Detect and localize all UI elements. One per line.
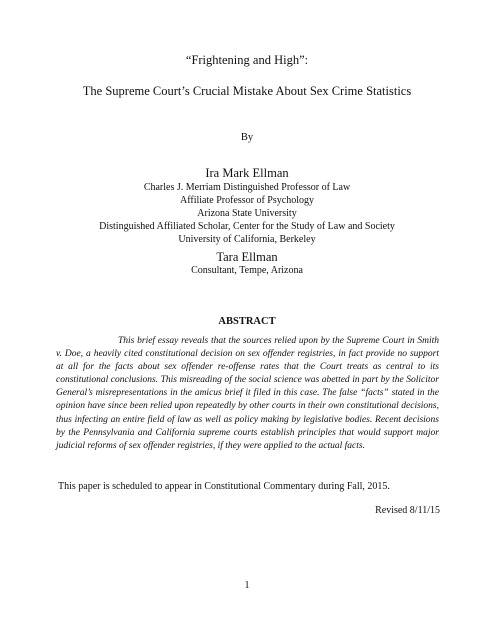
- author-name-1: Ira Mark Ellman: [205, 166, 289, 180]
- abstract-heading: ABSTRACT: [218, 316, 276, 327]
- affiliation-line: Arizona State University: [197, 208, 297, 219]
- author-1-affiliations: [0, 181, 494, 246]
- revision-date: Revised 8/11/15: [375, 505, 440, 516]
- page-number: 1: [244, 580, 250, 591]
- abstract-text: This brief essay reveals that the sources relied upon by the Supreme Court in Smith v. Doe, a heavily cited constitutional decision on sex offender registries, in fact provide no support at all for the facts about sex offender re-offense rates that the Court treats as central to its constitutional conclusions. This misreading of the social science was abetted in part by the Solicitor General’s misrepresentations in the amicus brief it filed in this case. The false “facts” stated in the opinion have since been relied upon repeatedly by other courts in their own constitutional decisions, thus infecting an entire field of law as well as policy making by legislative bodies. Recent decisions by the Pennsylvania and California supreme courts establish principles that would support major judicial reforms of sex offender registries, if they were applied to the actual facts.: [56, 336, 439, 451]
- affiliation-line: Consultant, Tempe, Arizona: [191, 265, 303, 276]
- publication-note: This paper is scheduled to appear in Constitutional Commentary during Fall, 2015.: [58, 481, 390, 492]
- by-label: By: [240, 132, 254, 143]
- affiliation-line: Distinguished Affiliated Scholar, Center for the Study of Law and Society: [99, 221, 395, 232]
- affiliation-line: University of California, Berkeley: [178, 234, 316, 245]
- paper-title-line-2: The Supreme Court’s Crucial Mistake About Sex Crime Statistics: [82, 84, 412, 98]
- author-name-2: Tara Ellman: [216, 250, 278, 264]
- author-2-affiliations: [0, 264, 494, 277]
- paper-title-line-1: “Frightening and High”:: [185, 53, 309, 67]
- affiliation-line: Charles J. Merriam Distinguished Professor of Law: [143, 182, 351, 193]
- affiliation-line: Affiliate Professor of Psychology: [180, 195, 314, 206]
